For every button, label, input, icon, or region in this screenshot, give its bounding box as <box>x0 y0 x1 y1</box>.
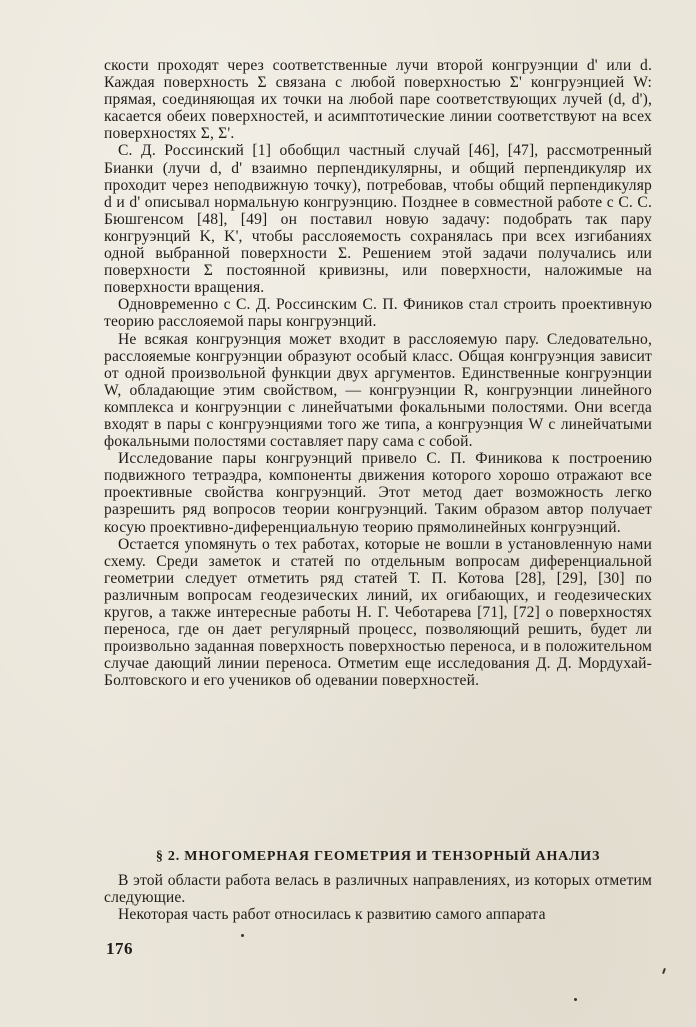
paragraph-4: Не всякая конгруэнция может входит в расслояемую пару. Следовательно, расслояемые конгруэнции образуют особый класс. Общая конгруэнция зависит от одной произвольной функции двух аргументов. Единственные конгруэнции W, обладающие этим свойством, — конгруэнции R, конгруэнции линейного комплекса и конгруэнции с линейчатыми фокальными полостями. Они всегда входят в пары с конгруэнциями того же типа, а конгруэнция W с линейчатыми фокальными полостями составляет пару сама с собой. <box>104 330 652 451</box>
section-heading: § 2. МНОГОМЕРНАЯ ГЕОМЕТРИЯ И ТЕНЗОРНЫЙ АНАЛИЗ <box>155 849 601 864</box>
paragraph-8: Некоторая часть работ относилась к развитию самого аппарата <box>118 906 546 924</box>
ink-speck <box>662 968 666 974</box>
paragraph-2: С. Д. Россинский [1] обобщил частный случай [46], [47], рассмотренный Бианки (лучи d, d' взаимно перпендикулярны, и общий перпендикуляр их проходит через неподвижную точку), потребовав, чтобы общий перпендикуляр d и d' описывал нормальную конгруэнцию. Позднее в совместной работе с С. С. Бюшгенсом [48], [49] он поставил новую задачу: подобрать так пару конгруэнций K, K', чтобы расслояемость сохранялась при всех изгибаниях одной выбранной поверхности Σ. Решением этой задачи получались или поверхности Σ постоянной кривизны, или поверхности, наложимые на поверхности вращения. <box>104 142 652 297</box>
paragraph-5: Исследование пары конгруэнций привело С. П. Финикова к построению подвижного тетраэдра, компоненты движения которого хорошо отражают все проективные свойства конгруэнций. Этот метод дает возможность легко разрешить ряд вопросов теории конгруэнций. Таким образом автор получает косую проективно-диференциальную теорию прямолинейных конгруэнций. <box>104 450 652 536</box>
paragraph-6: Остается упомянуть о тех работах, которые не вошли в установленную нами схему. Среди заметок и статей по отдельным вопросам диференциальной геометрии следует отметить ряд статей Т. П. Котова [28], [29], [30] по различным вопросам геодезических линий, их огибающих, и геодезических кругов, а также интересные работы Н. Г. Чеботарева [71], [72] о поверхностях переноса, где он дает регулярный процесс, позволяющий решить, будет ли произвольно заданная поверхность поверхностью переноса, и в положительном случае дающий линии переноса. Отметим еще исследования Д. Д. Мордухай-Болтовского и его учеников об одевании поверхностей. <box>104 535 652 690</box>
paragraph-3: Одновременно с С. Д. Россинским С. П. Фиников стал строить проективную теорию расслояемой пары конгруэнций. <box>104 296 652 331</box>
paragraph-1: скости проходят через соответственные лучи второй конгруэнции d' или d. Каждая поверхность Σ связана с любой поверхностью Σ' конгруэнцией W: прямая, соединяющая их точки на любой паре соответствующих лучей (d, d'), касается обеих поверхностей, и асимптотические линии соответствуют на всех поверхностях Σ, Σ'. <box>104 57 652 143</box>
section-intro-text <box>104 872 652 923</box>
ink-speck <box>241 934 244 937</box>
paragraph-7: В этой области работа велась в различных направлениях, из которых отметим следующие. <box>104 872 652 907</box>
body-text <box>104 57 652 689</box>
ink-speck <box>574 998 577 1001</box>
page-number: 176 <box>106 939 133 958</box>
